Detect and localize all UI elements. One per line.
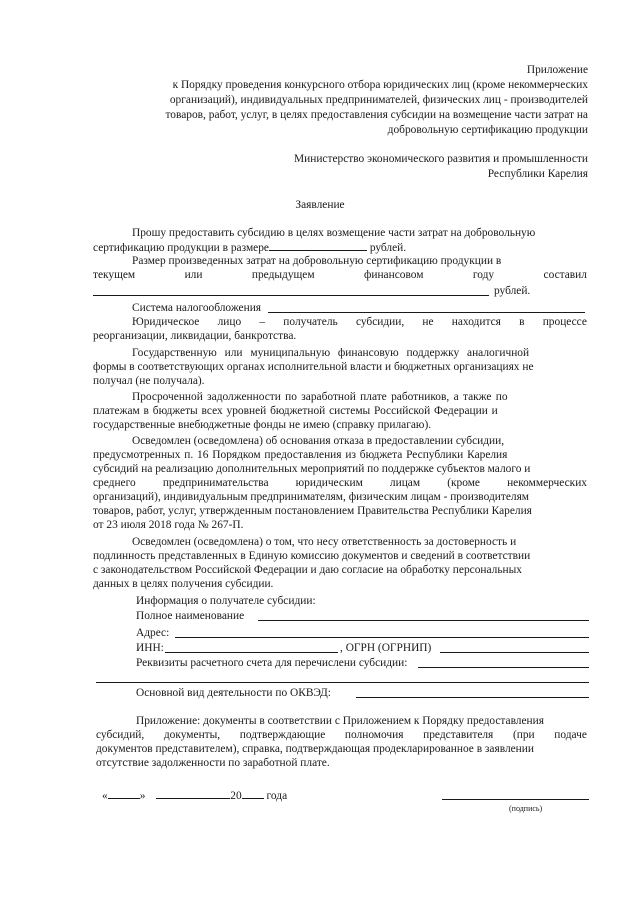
body-line-justified: среднего предпринимательства юридическим лицам (кроме некоммерческих — [93, 477, 587, 489]
body-line-justified: текущем или предыдущем финансовом году составил — [93, 269, 587, 281]
date-line: « » 20 года — [102, 790, 288, 802]
body-line: платежам в бюджеты всех уровней бюджетной системы Российской Федерации и — [93, 405, 498, 417]
body-line: государственные внебюджетные фонды не имею (справку прилагаю). — [93, 419, 432, 431]
body-line: рублей. — [494, 285, 531, 297]
account-field[interactable] — [418, 667, 589, 668]
body-line: организаций), индивидуальным предпринимателям, физическим лицам - производителям — [93, 491, 530, 503]
appendix-line: отсутствие задолженности по заработной плате. — [96, 757, 330, 769]
account-label: Реквизиты расчетного счета для перечислени субсидии: — [136, 657, 408, 669]
body-line: Государственную или муниципальную финансовую поддержку аналогичной — [132, 347, 530, 359]
body-line: Просроченной задолженности по заработной плате работников, а также по — [132, 391, 508, 403]
address-field[interactable] — [175, 637, 589, 638]
appendix-label: Приложение — [526, 64, 588, 76]
body-line: данных в целях получения субсидии. — [93, 578, 274, 590]
body-line: предусмотренных п. 16 Порядком предоставления из бюджета Республики Карелия — [93, 449, 508, 461]
ogrn-field[interactable] — [440, 652, 589, 653]
inn-field[interactable] — [165, 652, 338, 653]
header-line: добровольную сертификацию продукции — [387, 124, 588, 136]
amount-blank[interactable] — [269, 240, 367, 251]
body-line: субсидий на реализацию дополнительных мероприятий по поддержке субъектов малого и — [93, 463, 531, 475]
header-line: организаций), индивидуальных предпринимателей, физических лиц - производителей — [169, 94, 588, 106]
body-line: получал (не получала). — [93, 375, 205, 387]
body-line: подлинность представленных в Единую комиссию документов и сведений в соответствии — [93, 550, 531, 562]
body-line: Осведомлен (осведомлена) о том, что несу ответственность за достоверность и — [132, 536, 517, 548]
body-line: Осведомлен (осведомлена) об основания отказа в предоставлении субсидии, — [132, 435, 505, 447]
tax-system-label: Система налогообложения — [132, 302, 262, 314]
body-line: формы в соответствующих органах исполнительной власти и бюджетных организациях не — [93, 361, 534, 373]
full-name-field[interactable] — [258, 620, 589, 621]
addressee-line: Министерство экономического развития и промышленности — [294, 153, 588, 165]
signature-caption: (подпись) — [509, 804, 543, 813]
header-line: к Порядку проведения конкурсного отбора юридических лиц (кроме некоммерческих — [172, 79, 588, 91]
month-field[interactable] — [156, 788, 230, 799]
account-field-continued[interactable] — [96, 682, 589, 683]
body-line: с законодательством Российской Федерации и даю согласие на обработку персональных — [93, 564, 522, 576]
address-label: Адрес: — [136, 627, 170, 639]
info-heading: Информация о получателе субсидии: — [136, 595, 316, 607]
body-line: реорганизации, ликвидации, банкротства. — [93, 330, 297, 342]
day-field[interactable] — [108, 788, 140, 799]
costs-blank[interactable] — [93, 295, 489, 296]
tax-system-blank[interactable] — [268, 312, 585, 313]
year-field[interactable] — [242, 788, 264, 799]
body-line: сертификацию продукции в размере рублей. — [93, 242, 407, 254]
appendix-line: Приложение: документы в соответствии с Приложением к Порядку предоставления — [136, 715, 544, 727]
signature-field[interactable] — [442, 799, 589, 800]
full-name-label: Полное наименование — [136, 610, 245, 622]
document-title: Заявление — [295, 199, 345, 211]
body-line: Прошу предоставить субсидию в целях возмещение части затрат на добровольную — [132, 227, 536, 239]
body-line: Размер произведенных затрат на добровольную сертификацию продукции в — [132, 255, 502, 267]
body-line: от 23 июля 2018 года № 267-П. — [93, 519, 244, 531]
addressee-line: Республики Карелия — [487, 168, 588, 180]
header-line: товаров, работ, услуг, в целях предоставления субсидии на возмещение части затрат на — [165, 109, 588, 121]
ogrn-label: , ОГРН (ОГРНИП) — [340, 642, 432, 654]
appendix-line: документов представителем), справка, подтверждающая продекларированное в заявлении — [96, 743, 534, 755]
inn-label: ИНН: — [136, 642, 164, 654]
okved-field[interactable] — [356, 697, 589, 698]
body-line: товаров, работ, услуг, утвержденным постановлением Правительства Республики Карелия — [93, 505, 532, 517]
appendix-line-justified: субсидий, документы, подтверждающие полномочия представителя (при подаче — [96, 729, 587, 741]
body-line-justified: Юридическое лицо – получатель субсидии, не находится в процессе — [132, 316, 587, 328]
okved-label: Основной вид деятельности по ОКВЭД: — [136, 687, 331, 699]
